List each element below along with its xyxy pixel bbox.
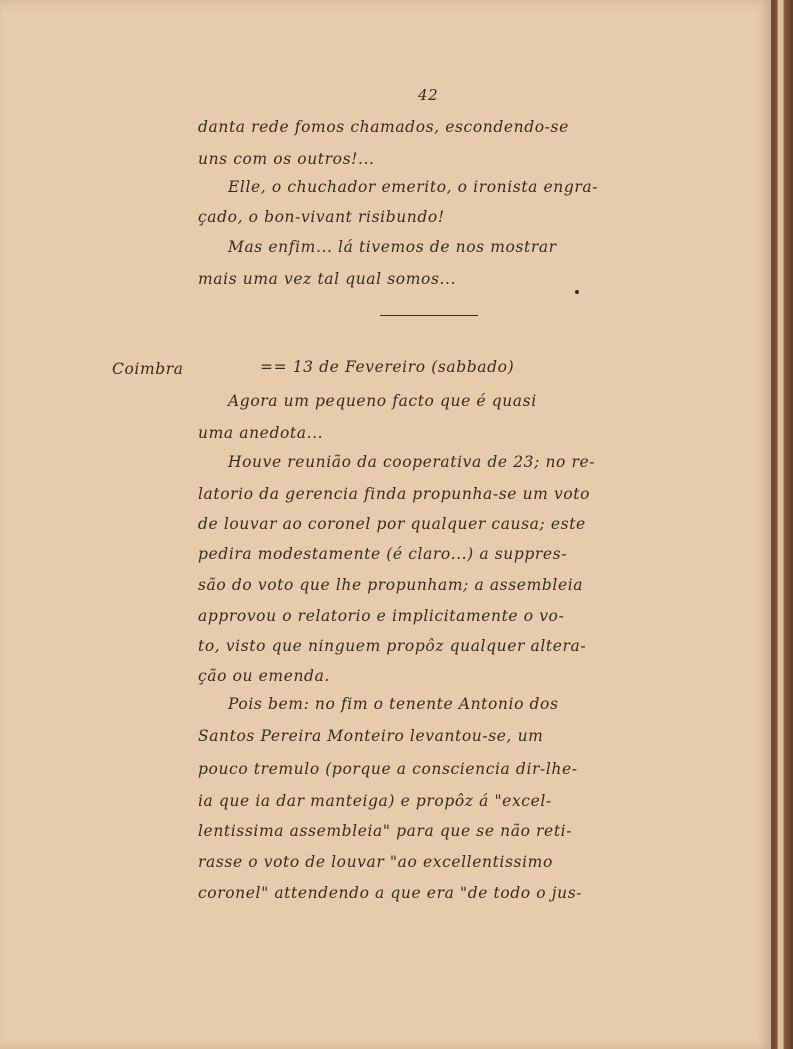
ink-dot [575,290,579,294]
text-line: rasse o voto de louvar "ao excellentissimo [198,853,553,871]
text-line: latorio da gerencia finda propunha-se um voto [198,485,591,503]
text-line: lentissima assembleia" para que se não reti- [198,822,573,840]
text-line: Santos Pereira Monteiro levantou-se, um [198,727,544,745]
dateline: == 13 de Fevereiro (sabbado) [260,358,515,376]
text-line: danta rede fomos chamados, escondendo-se [198,118,569,136]
text-line: pouco tremulo (porque a consciencia dir-lhe- [198,760,578,778]
margin-note: Coimbra [112,360,184,378]
text-line: çado, o bon-vivant risibundo! [198,208,445,226]
text-line: Agora um pequeno facto que é quasi [228,392,537,410]
text-line: ção ou emenda. [198,667,330,685]
text-line: uma anedota... [198,424,324,442]
text-line: coronel" attendendo a que era "de todo o jus- [198,884,583,902]
text-line: Houve reunião da cooperativa de 23; no re- [228,453,596,471]
text-line: são do voto que lhe propunham; a assembleia [198,576,584,594]
text-line: Elle, o chuchador emerito, o ironista engra- [228,178,599,196]
text-line: uns com os outros!... [198,150,375,168]
text-line: Mas enfim... lá tivemos de nos mostrar [228,238,557,256]
text-line: de louvar ao coronel por qualquer causa; este [198,515,586,533]
text-line: approvou o relatorio e implicitamente o vo- [198,607,565,625]
text-line: Pois bem: no fim o tenente Antonio dos [228,695,559,713]
text-line: mais uma vez tal qual somos... [198,270,457,288]
text-line: to, visto que ninguem propôz qualquer altera- [198,637,587,655]
text-line: ia que ia dar manteiga) e propôz á "excel- [198,792,552,810]
book-edge [771,0,793,1049]
page-number: 42 [418,86,439,104]
section-divider [380,315,478,316]
text-line: pedira modestamente (é claro...) a suppres- [198,545,568,563]
